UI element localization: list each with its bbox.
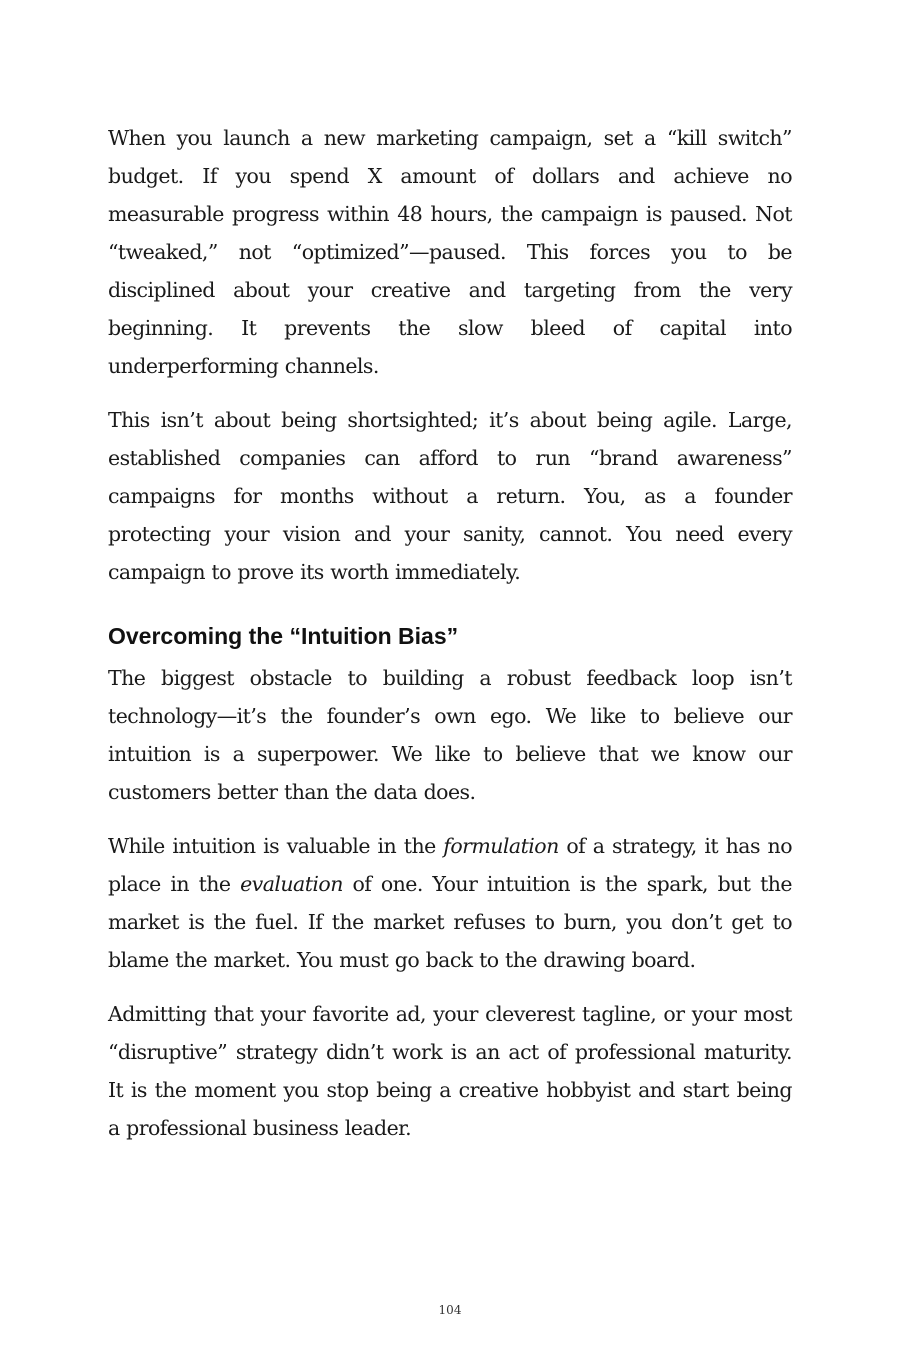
page-number: 104 (438, 1303, 462, 1317)
page-body (108, 119, 792, 1163)
text-run: While intuition is valuable in the (108, 834, 444, 858)
text-run: of one. Your intuition is the spark, but the market is the fuel. If the market refuses to burn, you don’t get to blame the market. You must go back to the drawing board. (108, 872, 792, 972)
emphasis-formulation: formulation (443, 834, 559, 858)
text-run: of a strategy, it has no place in the (108, 834, 793, 896)
paragraph-intuition (108, 827, 792, 979)
paragraph-obstacle: The biggest obstacle to building a robust feedback loop isn’t technology—it’s the founder’s own ego. We like to believe our intuition is a superpower. We like to believe that we know our customers better than the data does. (108, 666, 792, 804)
emphasis-evaluation: evaluation (240, 872, 343, 896)
paragraph-agility: This isn’t about being shortsighted; it’s about being agile. Large, established companies can afford to run “brand awareness” campaigns for months without a return. You, as a founder protecting your vision and your sanity, cannot. You need every campaign to prove its worth immediately. (108, 408, 792, 584)
section-heading: Overcoming the “Intuition Bias” (108, 623, 459, 649)
paragraph-kill-switch: When you launch a new marketing campaign, set a “kill switch” budget. If you spend X amount of dollars and achieve no measurable progress within 48 hours, the campaign is paused. Not “tweaked,” not “optimized”—paused. This forces you to be disciplined about your creative and targeting from the very beginning. It prevents the slow bleed of capital into underperforming channels. (108, 126, 792, 378)
paragraph-maturity: Admitting that your favorite ad, your cleverest tagline, or your most “disruptive” strategy didn’t work is an act of professional maturity. It is the moment you stop being a creative hobbyist and start being a professional business leader. (108, 1002, 792, 1140)
